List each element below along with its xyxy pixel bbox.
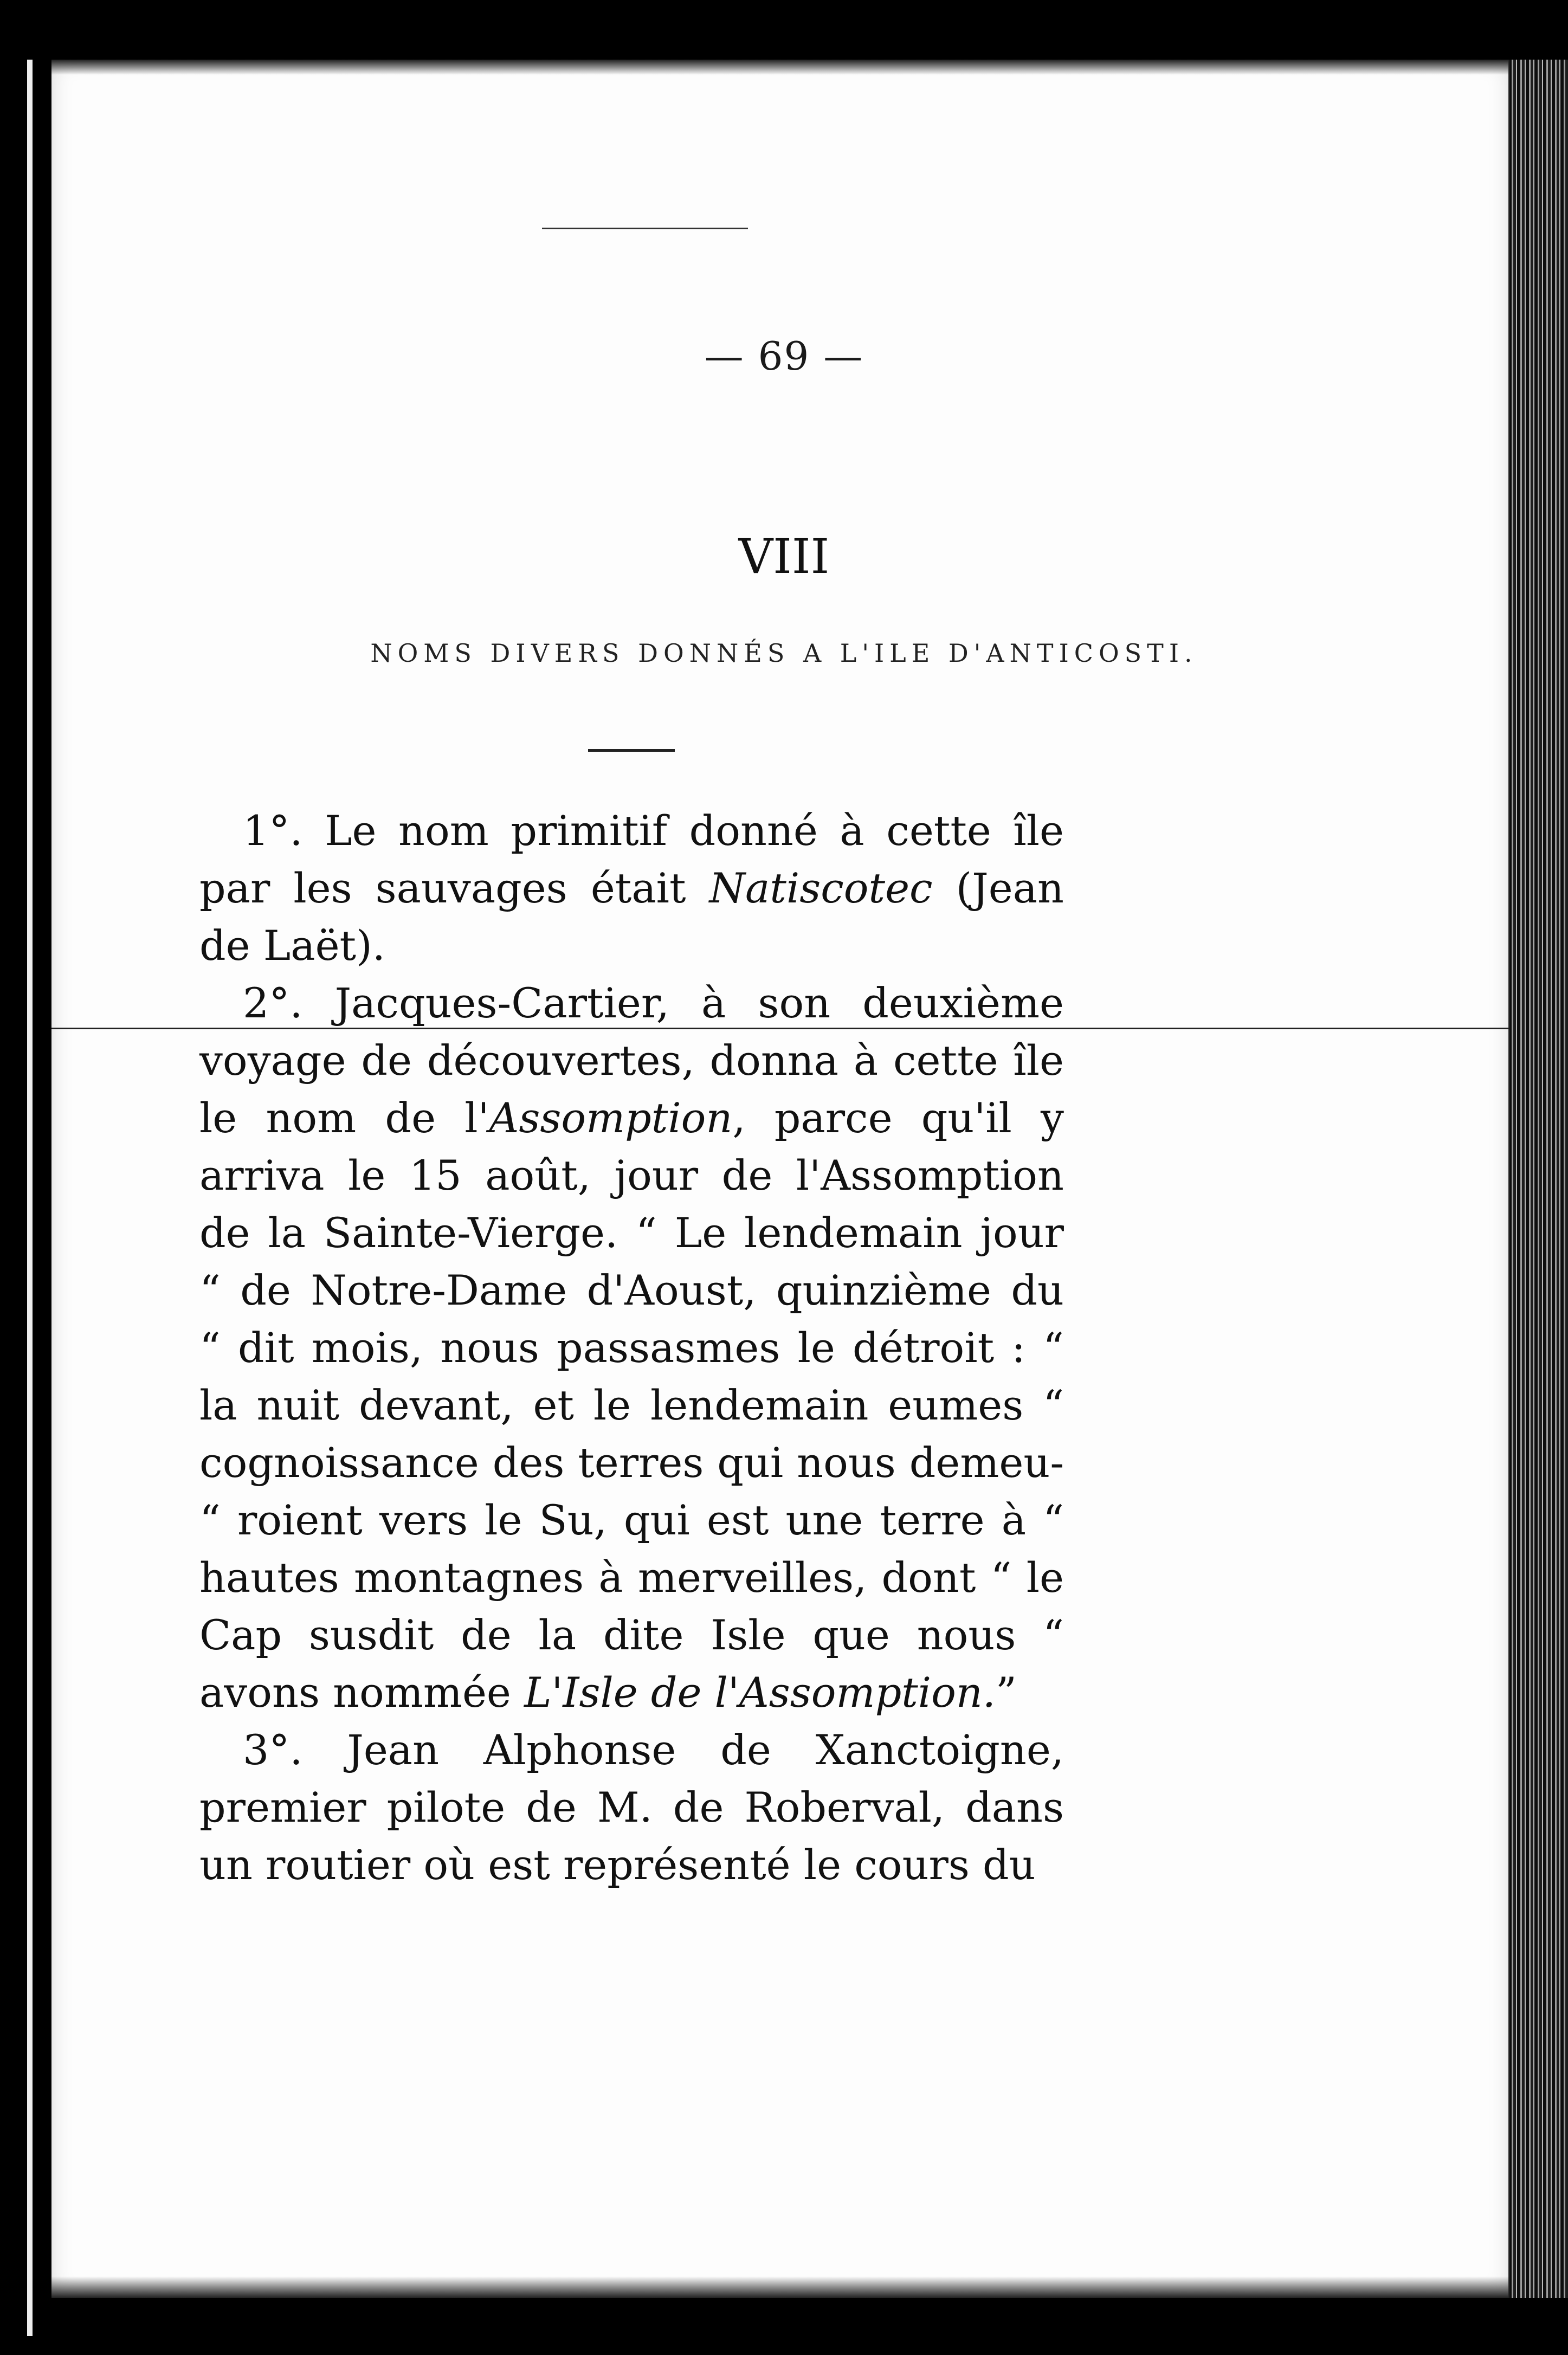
chapter-heading: VIII bbox=[738, 528, 830, 584]
paragraph-2-tail: ” bbox=[995, 1668, 1017, 1717]
paragraph-3-text: 3°. Jean Alphonse de Xanctoigne, premier pilote de M. de Roberval, dans un routier où est représenté le cours du bbox=[199, 1726, 1064, 1889]
paragraph-2-middle: , parce qu'il y arriva le 15 août, jour de l'Assomption de la Sainte-Vierge. “ Le lendemain jour “ de Notre-Dame d'Aoust, quinzième du “ dit mois, nous passasmes le détroit : “ la nuit devant, et le lendemain eumes “ cognoissance des terres qui nous demeu- “ roient vers le Su, qui est une terre à “ hautes montagnes à merveilles, dont “ le Cap susdit de la dite Isle que nous “ avons nommée bbox=[199, 1094, 1064, 1717]
scan-top-edge bbox=[51, 60, 1509, 75]
paragraph-1-italic: Natiscotec bbox=[709, 864, 933, 912]
paragraph-2-italic-2: L'Isle de l'Assomption. bbox=[524, 1668, 996, 1717]
paragraph-1-text: 1°. Le nom primitif donné à cette île par les sauvages était bbox=[199, 806, 1064, 912]
paragraph-2-italic: Assomption bbox=[489, 1094, 733, 1142]
paragraph-1 bbox=[199, 802, 1064, 975]
decorative-line bbox=[542, 228, 748, 229]
scan-bottom-edge bbox=[51, 2276, 1509, 2298]
paragraph-2-text: 2°. Jacques-Cartier, à son deuxième voyage de découvertes, donna à cette île le nom de l' bbox=[199, 979, 1064, 1142]
scan-left-edge bbox=[11, 60, 51, 2336]
scan-right-edge bbox=[1508, 60, 1568, 2298]
paragraph-3 bbox=[199, 1721, 1064, 1894]
paragraph-1-tail: (Jean de Laët). bbox=[199, 864, 1064, 970]
paragraph-2 bbox=[199, 975, 1064, 1721]
chapter-subtitle: NOMS DIVERS DONNÉS A L'ILE D'ANTICOSTI. bbox=[370, 638, 1198, 668]
body-text bbox=[199, 802, 1064, 1894]
section-rule bbox=[588, 749, 675, 752]
page-number: — 69 — bbox=[704, 333, 864, 379]
